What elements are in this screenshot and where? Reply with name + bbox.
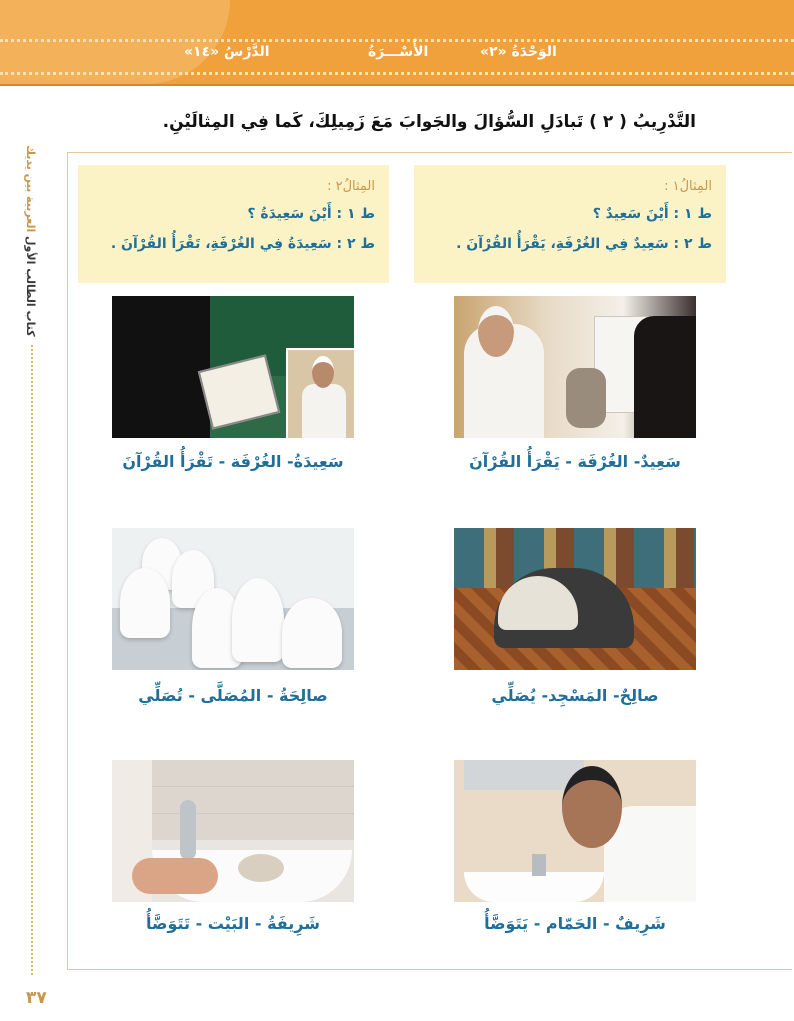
- example-title: المِثالُ٢ :: [327, 179, 375, 194]
- header-dotted-line: [0, 39, 794, 42]
- book-volume-title: كتاب الطالب الأول: [24, 236, 37, 337]
- photo-man-reading-quran: [454, 296, 696, 438]
- example-box-2: [78, 165, 389, 283]
- example-box-1: [414, 165, 726, 283]
- photo-woman-ablution: [112, 760, 354, 902]
- unit-label: الوَحْدَةُ «٢»: [480, 44, 557, 60]
- header-band: [0, 0, 794, 86]
- example-title: المِثالُ١ :: [664, 179, 712, 194]
- side-dotted-line: [31, 345, 33, 975]
- page-number: ٣٧: [26, 988, 47, 1008]
- book-series-title: العربية بين يديك: [24, 145, 37, 233]
- topic-label: الأُسْـــرَةُ: [368, 44, 429, 60]
- caption: شَرِيفٌ - الحَمّام - يَتَوَضَّأُ: [484, 914, 666, 933]
- photo-woman-reading-quran: [112, 296, 354, 438]
- caption: شَرِيفَةُ - البَيْت - تَتَوَضَّأُ: [145, 914, 320, 933]
- caption: صالِحٌ- المَسْجِد- يُصَلِّي: [491, 686, 659, 705]
- caption: صالِحَةُ - المُصَلَّى - تُصَلِّي: [138, 686, 328, 705]
- example-answer: ط ٢ : سَعِيدٌ فِي الغُرْفَةِ، يَقْرَأُ القُرْآنَ .: [456, 236, 712, 252]
- photo-women-praying: [112, 528, 354, 670]
- photo-man-ablution: [454, 760, 696, 902]
- example-answer: ط ٢ : سَعِيدَةُ فِي الغُرْفَةِ، تَقْرَأُ القُرْآنَ .: [110, 236, 375, 252]
- header-dotted-line: [0, 72, 794, 75]
- example-question: ط ١ : أَيْنَ سَعِيدٌ ؟: [592, 206, 712, 222]
- photo-man-praying-mosque: [454, 528, 696, 670]
- example-question: ط ١ : أَيْنَ سَعِيدَةُ ؟: [247, 206, 375, 222]
- lesson-label: الدَّرْسُ «١٤»: [184, 44, 270, 60]
- caption: سَعِيدٌ- الغُرْفَة - يَقْرَأُ القُرْآنَ: [469, 452, 681, 471]
- caption: سَعِيدَةُ- الغُرْفَة - تَقْرَأُ القُرْآنَ: [122, 452, 344, 471]
- exercise-instruction: التَّدْرِيبُ ( ٢ ) تَبادَلِ السُّؤالَ والجَوابَ مَعَ زَمِيلِكَ، كَما فِي المِثالَيْنِ.: [162, 112, 696, 132]
